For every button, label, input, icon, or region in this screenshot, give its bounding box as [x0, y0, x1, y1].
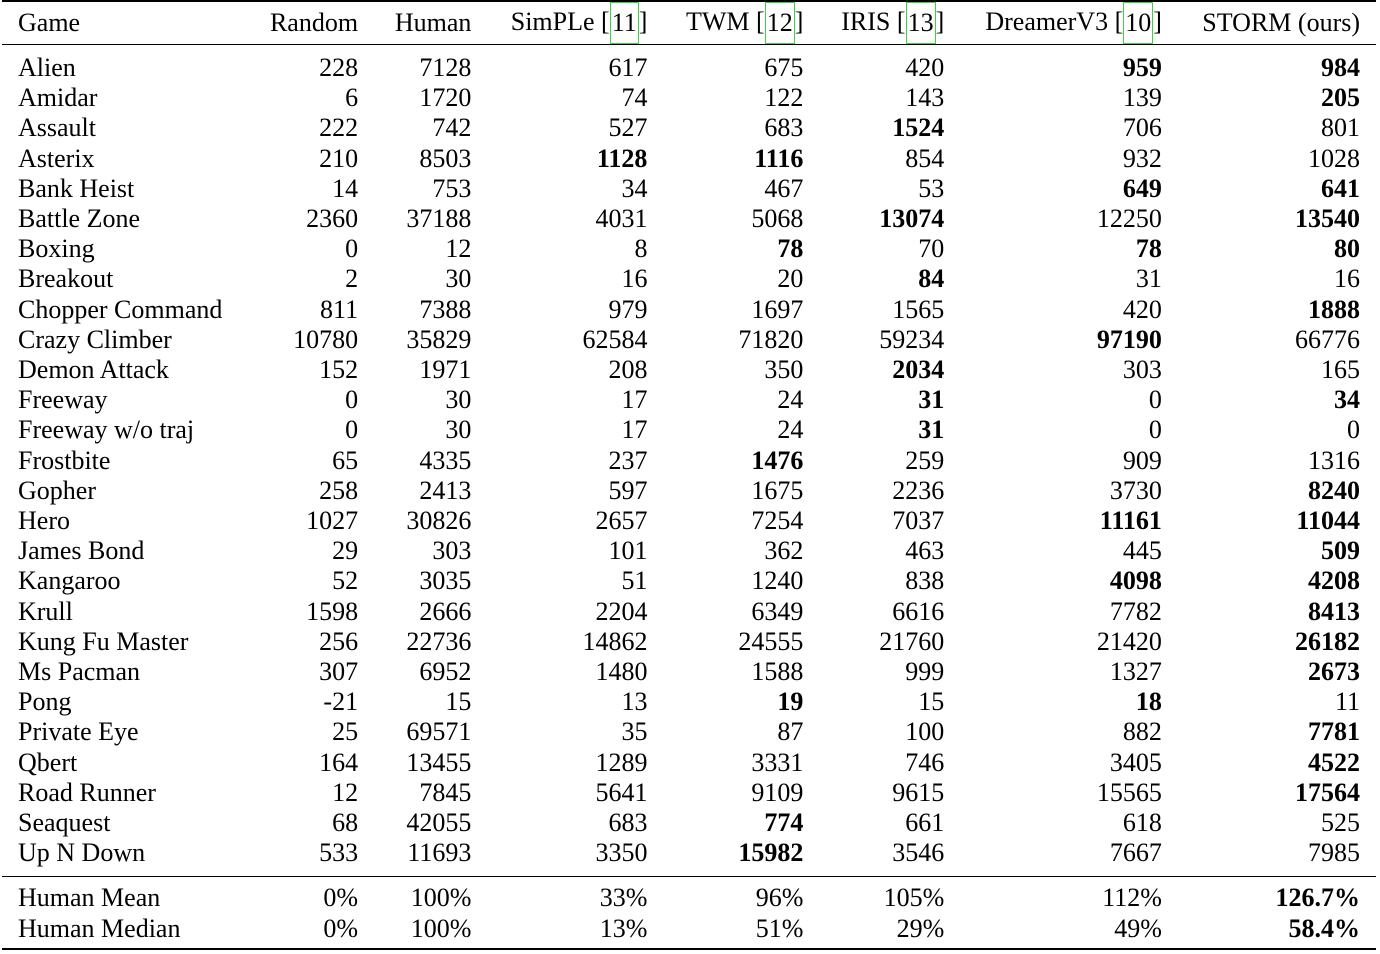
game-name-cell: Battle Zone — [18, 204, 141, 234]
score-cell: 65 — [332, 445, 359, 475]
score-cell: -21 — [323, 687, 359, 717]
score-cell: 100 — [905, 717, 945, 747]
score-cell: 8240 — [1308, 475, 1360, 505]
score-cell: 25 — [332, 717, 359, 747]
table-row — [2, 506, 1376, 536]
score-cell: 683 — [764, 113, 804, 143]
score-cell: 0 — [345, 234, 359, 264]
table-header-row — [2, 1, 1376, 45]
score-cell: 164 — [319, 747, 359, 777]
score-cell: 29 — [332, 536, 359, 566]
score-cell: 6616 — [892, 596, 945, 626]
score-cell: 51% — [663, 914, 819, 949]
score-cell: 12 — [445, 234, 472, 264]
table-row — [2, 536, 1376, 566]
score-cell: 706 — [1122, 113, 1162, 143]
column-header-iris — [819, 1, 960, 45]
score-cell: 20 — [777, 264, 804, 294]
column-header-dreamerv3 — [960, 1, 1178, 45]
citation-number: 10 — [1123, 2, 1153, 44]
score-cell: 3730 — [1109, 475, 1162, 505]
score-cell: 24555 — [738, 626, 804, 656]
score-cell: 7781 — [1308, 717, 1360, 747]
score-cell: 6349 — [751, 596, 804, 626]
score-cell: 1598 — [306, 596, 359, 626]
score-cell: 11044 — [1296, 506, 1360, 536]
score-cell: 7985 — [1308, 838, 1360, 868]
score-cell: 19 — [777, 687, 804, 717]
game-name-cell: Human Mean — [2, 877, 249, 914]
game-name-cell: Private Eye — [18, 717, 139, 747]
score-cell: 1888 — [1308, 294, 1360, 324]
score-cell: 3035 — [419, 566, 472, 596]
table-row — [2, 808, 1376, 838]
score-cell: 0% — [249, 914, 374, 949]
citation-number: 11 — [610, 2, 639, 44]
table-row — [2, 174, 1376, 204]
score-cell: 62584 — [582, 324, 648, 354]
score-cell: 31 — [918, 385, 945, 415]
table-body — [2, 45, 1376, 877]
score-cell: 3405 — [1109, 747, 1162, 777]
score-cell: 15 — [445, 687, 472, 717]
score-cell: 17 — [621, 415, 648, 445]
score-cell: 1480 — [595, 657, 648, 687]
score-cell: 0 — [345, 385, 359, 415]
score-cell: 2034 — [892, 355, 945, 385]
score-cell: 1316 — [1308, 445, 1360, 475]
score-cell: 205 — [1321, 83, 1360, 113]
score-cell: 11161 — [1099, 506, 1162, 536]
score-cell: 420 — [905, 53, 945, 82]
score-cell: 29% — [819, 914, 960, 949]
game-name-cell: Up N Down — [18, 838, 146, 868]
game-name-cell: Qbert — [18, 747, 78, 777]
table-row — [2, 415, 1376, 445]
score-cell: 420 — [1122, 294, 1162, 324]
table-row — [2, 385, 1376, 415]
score-cell: 26182 — [1295, 626, 1360, 656]
score-cell: 100% — [374, 914, 487, 949]
score-cell: 1524 — [892, 113, 945, 143]
score-cell: 21420 — [1096, 626, 1162, 656]
table-row — [2, 687, 1376, 717]
score-cell: 30826 — [406, 506, 472, 536]
score-cell: 30 — [445, 385, 472, 415]
score-cell: 1476 — [751, 445, 804, 475]
score-cell: 0 — [1148, 385, 1162, 415]
game-name-cell: Kangaroo — [18, 566, 121, 596]
score-cell: 80 — [1334, 234, 1360, 264]
score-cell: 618 — [1122, 808, 1162, 838]
score-cell: 2666 — [419, 596, 472, 626]
table-row — [2, 325, 1376, 355]
score-cell: 237 — [608, 445, 648, 475]
score-cell: 0 — [1347, 415, 1360, 445]
game-name-cell: Assault — [18, 113, 96, 143]
score-cell: 5641 — [595, 777, 648, 807]
score-cell: 5068 — [751, 204, 804, 234]
score-cell: 675 — [764, 53, 804, 82]
score-cell: 16 — [1334, 264, 1360, 294]
column-header-label: Random — [269, 8, 359, 37]
score-cell: 71820 — [738, 324, 804, 354]
score-cell: 0 — [1148, 415, 1162, 445]
table-row — [2, 144, 1376, 174]
game-name-cell: Crazy Climber — [18, 324, 172, 354]
column-header-label: STORM (ours) — [1202, 8, 1360, 37]
score-cell: 11693 — [407, 838, 472, 868]
score-cell: 959 — [1122, 53, 1162, 82]
score-cell: 31 — [918, 415, 945, 445]
column-header-label: Game — [18, 8, 81, 37]
score-cell: 882 — [1122, 717, 1162, 747]
column-header-label: SimPLe — [510, 7, 595, 36]
game-name-cell: Boxing — [18, 234, 95, 264]
score-cell: 979 — [608, 294, 648, 324]
citation-number: 12 — [765, 2, 795, 44]
citation-reference: [ 13 ] — [897, 2, 944, 44]
game-name-cell: Freeway — [18, 385, 108, 415]
score-cell: 31 — [1135, 264, 1162, 294]
score-cell: 13540 — [1295, 204, 1360, 234]
score-cell: 18 — [1135, 687, 1162, 717]
score-cell: 1971 — [419, 355, 472, 385]
table-row — [2, 657, 1376, 687]
summary-row — [2, 877, 1376, 914]
game-name-cell: Ms Pacman — [18, 657, 141, 687]
game-name-cell: Kung Fu Master — [18, 626, 189, 656]
table-row — [2, 476, 1376, 506]
score-cell: 105% — [819, 877, 960, 914]
game-name-cell: Frostbite — [18, 445, 111, 475]
table-row — [2, 778, 1376, 808]
table-row — [2, 264, 1376, 294]
score-cell: 649 — [1122, 173, 1162, 203]
score-cell: 8 — [634, 234, 648, 264]
score-cell: 84 — [918, 264, 945, 294]
column-header-label: DreamerV3 — [985, 7, 1109, 36]
score-cell: 0 — [345, 415, 359, 445]
score-cell: 13455 — [406, 747, 472, 777]
score-cell: 14862 — [582, 626, 648, 656]
game-name-cell: Demon Attack — [18, 355, 169, 385]
score-cell: 210 — [319, 143, 359, 173]
table-row — [2, 295, 1376, 325]
score-cell: 139 — [1122, 83, 1162, 113]
game-name-cell: Asterix — [18, 143, 95, 173]
game-name-cell: Bank Heist — [18, 173, 135, 203]
results-table — [2, 0, 1376, 950]
score-cell: 2413 — [419, 475, 472, 505]
score-cell: 78 — [777, 234, 804, 264]
score-cell: 661 — [905, 808, 945, 838]
score-cell: 1289 — [595, 747, 648, 777]
score-cell: 97190 — [1096, 324, 1162, 354]
score-cell: 2236 — [892, 475, 945, 505]
score-cell: 100% — [374, 877, 487, 914]
score-cell: 228 — [319, 53, 359, 82]
score-cell: 12250 — [1096, 204, 1162, 234]
score-cell: 9615 — [892, 777, 945, 807]
score-cell: 35829 — [406, 324, 472, 354]
score-cell: 2673 — [1308, 657, 1360, 687]
table-row — [2, 566, 1376, 596]
score-cell: 3546 — [892, 838, 945, 868]
score-cell: 4098 — [1109, 566, 1162, 596]
score-cell: 222 — [319, 113, 359, 143]
score-cell: 1027 — [306, 506, 359, 536]
score-cell: 4031 — [595, 204, 648, 234]
score-cell: 1565 — [892, 294, 945, 324]
score-cell: 8503 — [419, 143, 472, 173]
score-cell: 4522 — [1308, 747, 1360, 777]
score-cell: 208 — [608, 355, 648, 385]
score-cell: 34 — [621, 173, 648, 203]
score-cell: 7782 — [1109, 596, 1162, 626]
score-cell: 7388 — [419, 294, 472, 324]
game-name-cell: Chopper Command — [18, 294, 223, 324]
score-cell: 463 — [905, 536, 945, 566]
score-cell: 74 — [621, 83, 648, 113]
score-cell: 13% — [487, 914, 663, 949]
score-cell: 1028 — [1308, 143, 1360, 173]
table-row — [2, 838, 1376, 877]
score-cell: 0% — [249, 877, 374, 914]
table-row — [2, 597, 1376, 627]
game-name-cell: James Bond — [18, 536, 145, 566]
score-cell: 69571 — [406, 717, 472, 747]
score-cell: 112% — [960, 877, 1178, 914]
score-cell: 307 — [319, 657, 359, 687]
score-cell: 7128 — [419, 53, 472, 82]
score-cell: 533 — [319, 838, 359, 868]
score-cell: 1697 — [751, 294, 804, 324]
score-cell: 8413 — [1308, 596, 1360, 626]
citation-number: 13 — [906, 2, 936, 44]
score-cell: 13 — [621, 687, 648, 717]
score-cell: 66776 — [1295, 324, 1360, 354]
score-cell: 14 — [332, 173, 359, 203]
score-cell: 811 — [320, 294, 359, 324]
score-cell: 35 — [621, 717, 648, 747]
score-cell: 152 — [319, 355, 359, 385]
game-name-cell: Road Runner — [18, 777, 156, 807]
column-header-game — [2, 1, 249, 45]
score-cell: 3350 — [595, 838, 648, 868]
score-cell: 527 — [608, 113, 648, 143]
score-cell: 96% — [663, 877, 819, 914]
score-cell: 51 — [621, 566, 648, 596]
table-row — [2, 748, 1376, 778]
score-cell: 7667 — [1109, 838, 1162, 868]
score-cell: 17 — [621, 385, 648, 415]
score-cell: 126.7% — [1178, 877, 1376, 914]
game-name-cell: Hero — [18, 506, 70, 536]
score-cell: 7037 — [892, 506, 945, 536]
score-cell: 467 — [764, 173, 804, 203]
score-cell: 801 — [1321, 113, 1360, 143]
game-name-cell: Gopher — [18, 475, 96, 505]
score-cell: 11 — [1334, 687, 1360, 717]
score-cell: 30 — [445, 415, 472, 445]
table-row — [2, 204, 1376, 234]
score-cell: 24 — [777, 385, 804, 415]
score-cell: 30 — [445, 264, 472, 294]
game-name-cell: Seaquest — [18, 808, 111, 838]
score-cell: 10780 — [293, 324, 359, 354]
score-cell: 617 — [608, 53, 648, 82]
score-cell: 37188 — [406, 204, 472, 234]
score-cell: 22736 — [406, 626, 472, 656]
score-cell: 256 — [319, 626, 359, 656]
game-name-cell: Alien — [18, 53, 76, 82]
score-cell: 3331 — [751, 747, 804, 777]
score-cell: 303 — [432, 536, 472, 566]
score-cell: 42055 — [406, 808, 472, 838]
score-cell: 597 — [608, 475, 648, 505]
score-cell: 6952 — [419, 657, 472, 687]
score-cell: 258 — [319, 475, 359, 505]
score-cell: 101 — [608, 536, 648, 566]
score-cell: 746 — [905, 747, 945, 777]
column-header-label: TWM — [685, 7, 750, 36]
score-cell: 165 — [1321, 355, 1360, 385]
score-cell: 87 — [777, 717, 804, 747]
score-cell: 2657 — [595, 506, 648, 536]
table-row — [2, 234, 1376, 264]
score-cell: 909 — [1122, 445, 1162, 475]
score-cell: 15565 — [1096, 777, 1162, 807]
score-cell: 774 — [764, 808, 804, 838]
score-cell: 15 — [918, 687, 945, 717]
score-cell: 6 — [345, 83, 359, 113]
score-cell: 683 — [608, 808, 648, 838]
column-header-human — [374, 1, 487, 45]
score-cell: 9109 — [751, 777, 804, 807]
score-cell: 7845 — [419, 777, 472, 807]
column-header-twm — [663, 1, 819, 45]
score-cell: 1588 — [751, 657, 804, 687]
score-cell: 2360 — [306, 204, 359, 234]
score-cell: 854 — [905, 143, 945, 173]
score-cell: 68 — [332, 808, 359, 838]
score-cell: 53 — [918, 173, 945, 203]
score-cell: 4335 — [419, 445, 472, 475]
table-row — [2, 83, 1376, 113]
table-row — [2, 717, 1376, 747]
score-cell: 932 — [1122, 143, 1162, 173]
table-row — [2, 446, 1376, 476]
score-cell: 58.4% — [1178, 914, 1376, 949]
game-name-cell: Freeway w/o traj — [18, 415, 195, 445]
score-cell: 753 — [432, 173, 472, 203]
score-cell: 1675 — [751, 475, 804, 505]
score-cell: 78 — [1135, 234, 1162, 264]
game-name-cell: Breakout — [18, 264, 114, 294]
score-cell: 2 — [345, 264, 359, 294]
score-cell: 303 — [1122, 355, 1162, 385]
score-cell: 13074 — [879, 204, 945, 234]
table-row — [2, 627, 1376, 657]
column-header-label: IRIS — [841, 7, 891, 36]
game-name-cell: Krull — [18, 596, 73, 626]
score-cell: 122 — [764, 83, 804, 113]
score-cell: 1116 — [754, 143, 804, 173]
score-cell: 259 — [905, 445, 945, 475]
summary-row — [2, 914, 1376, 949]
game-name-cell: Amidar — [18, 83, 98, 113]
score-cell: 362 — [764, 536, 804, 566]
score-cell: 52 — [332, 566, 359, 596]
score-cell: 742 — [432, 113, 472, 143]
game-name-cell: Human Median — [2, 914, 249, 949]
table-row — [2, 113, 1376, 143]
game-name-cell: Pong — [18, 687, 72, 717]
citation-reference: [ 11 ] — [601, 2, 647, 44]
score-cell: 1720 — [419, 83, 472, 113]
score-cell: 838 — [905, 566, 945, 596]
score-cell: 34 — [1334, 385, 1360, 415]
score-cell: 15982 — [738, 838, 804, 868]
column-header-random — [249, 1, 374, 45]
citation-reference: [ 12 ] — [756, 2, 803, 44]
score-cell: 2204 — [595, 596, 648, 626]
score-cell: 16 — [621, 264, 648, 294]
score-cell: 445 — [1122, 536, 1162, 566]
score-cell: 49% — [960, 914, 1178, 949]
score-cell: 4208 — [1308, 566, 1360, 596]
table-summary — [2, 877, 1376, 949]
table-row — [2, 45, 1376, 84]
score-cell: 17564 — [1295, 777, 1360, 807]
score-cell: 999 — [905, 657, 945, 687]
score-cell: 21760 — [879, 626, 945, 656]
column-header-simple — [487, 1, 663, 45]
score-cell: 1128 — [596, 143, 648, 173]
column-header-label: Human — [394, 8, 472, 37]
score-cell: 70 — [918, 234, 945, 264]
score-cell: 24 — [777, 415, 804, 445]
score-cell: 641 — [1321, 173, 1360, 203]
score-cell: 984 — [1321, 53, 1360, 82]
score-cell: 1240 — [751, 566, 804, 596]
score-cell: 509 — [1321, 536, 1360, 566]
score-cell: 525 — [1321, 808, 1360, 838]
score-cell: 1327 — [1109, 657, 1162, 687]
citation-reference: [ 10 ] — [1115, 2, 1162, 44]
score-cell: 33% — [487, 877, 663, 914]
score-cell: 12 — [332, 777, 359, 807]
score-cell: 7254 — [751, 506, 804, 536]
table-row — [2, 355, 1376, 385]
column-header-storm-ours — [1178, 1, 1376, 45]
score-cell: 59234 — [879, 324, 945, 354]
score-cell: 143 — [905, 83, 945, 113]
score-cell: 350 — [764, 355, 804, 385]
